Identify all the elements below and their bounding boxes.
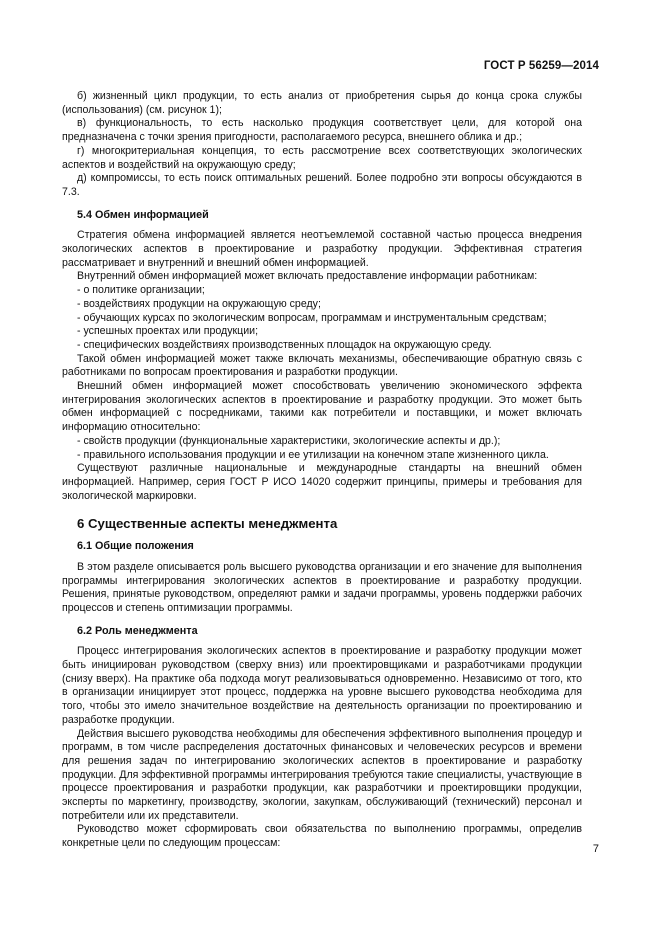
list-item: - воздействиях продукции на окружающую среду; [77, 297, 321, 310]
paragraph: Внешний обмен информацией может способствовать увеличению экономического эффекта интегрирования экологических аспектов в проектирование и разработку продукции. Это может быть обмен информацией с посредниками, такими как потребители и поставщики, и может включать информацию относительно: [62, 380, 582, 434]
section-heading: 5.4 Обмен информацией [77, 208, 209, 221]
subsection-heading: 6.2 Роль менеджмента [77, 624, 198, 637]
list-item: - свойств продукции (функциональные характеристики, экологические аспекты и др.); [77, 434, 501, 447]
paragraph: Внутренний обмен информацией может включать предоставление информации работникам: [77, 270, 538, 283]
document-code: ГОСТ Р 56259—2014 [483, 60, 599, 72]
section-heading: 6 Существенные аспекты менеджмента [77, 516, 338, 532]
list-item: г) многокритериальная концепция, то есть рассмотрение всех соответствующих экологических аспектов и воздействий на окружающую среду; [62, 144, 582, 171]
list-item: - обучающих курсах по экологическим вопросам, программам и инструментальным средствам; [77, 311, 547, 324]
list-item: в) функциональность, то есть насколько продукция соответствует цели, для которой она предназначена с точки зрения пригодности, располагаемого ресурса, внешнего облика и др.; [62, 117, 582, 144]
list-item: д) компромиссы, то есть поиск оптимальных решений. Более подробно эти вопросы обсуждаются в 7.3. [62, 172, 582, 198]
list-item: - правильного использования продукции и ее утилизации на конечном этапе жизненного цикла. [77, 448, 549, 461]
page-content [62, 90, 582, 851]
paragraph: Такой обмен информацией может также включать механизмы, обеспечивающие обратную связь с работниками по вопросам проектирования и разработки продукции. [62, 352, 582, 379]
paragraph: Процесс интегрирования экологических аспектов в проектирование и разработку продукции может быть инициирован руководством (сверху вниз) или проектировщиками и разработчиками продукции (снизу вверх). На практике оба подхода могут реализовываться одновременно. Независимо от того, кто в организации инициирует этот процесс, поддержка на уровне высшего руководства необходима для того, чтобы это имело значительное воздействие на деятельность организации по проектированию и разработке продукции. [62, 645, 582, 726]
list-item: б) жизненный цикл продукции, то есть анализ от приобретения сырья до конца срока службы (использования) (см. рисунок 1); [62, 90, 582, 116]
paragraph: В этом разделе описывается роль высшего руководства организации и его значение для выполнения программы интегрирования экологических аспектов в проектирование и разработку продукции. Решения, принятые руководством, определяют рамки и задачи программы, уровень поддержки рабочих процессов и степень оптимизации программы. [62, 560, 582, 614]
paragraph: Руководство может сформировать свои обязательства по выполнению программы, определив конкретные цели по следующим процессам: [62, 823, 582, 850]
list-item: - специфических воздействиях производственных площадок на окружающую среду. [77, 338, 492, 351]
page-number: 7 [592, 843, 599, 855]
list-item: - о политике организации; [77, 284, 205, 297]
paragraph: Стратегия обмена информацией является неотъемлемой составной частью процесса внедрения экологических аспектов в проектирование и разработку продукции. Эффективная стратегия рассматривает и внутренний и внешний обмен информацией. [62, 229, 582, 269]
subsection-heading: 6.1 Общие положения [77, 540, 194, 553]
paragraph: Действия высшего руководства необходимы для обеспечения эффективного выполнения процедур и программ, в том числе распределения достаточных финансовых и человеческих ресурсов и времени для решения задач по интегрированию экологических аспектов в проектирование и разработку продукции. Для эффективной программы интегрирования требуются такие специалисты, участвующие в процессе проектирования и разработки продукции, как разработчики и проектировщики продукции, эксперты по маркетингу, производству, экологии, закупкам, обслуживающий (технический) персонал и потребители или их представители. [62, 727, 582, 822]
paragraph: Существуют различные национальные и международные стандарты на внешний обмен информацией. Например, серия ГОСТ Р ИСО 14020 содержит принципы, примеры и требования для экологической маркировки. [62, 462, 582, 502]
list-item: - успешных проектах или продукции; [77, 325, 259, 338]
